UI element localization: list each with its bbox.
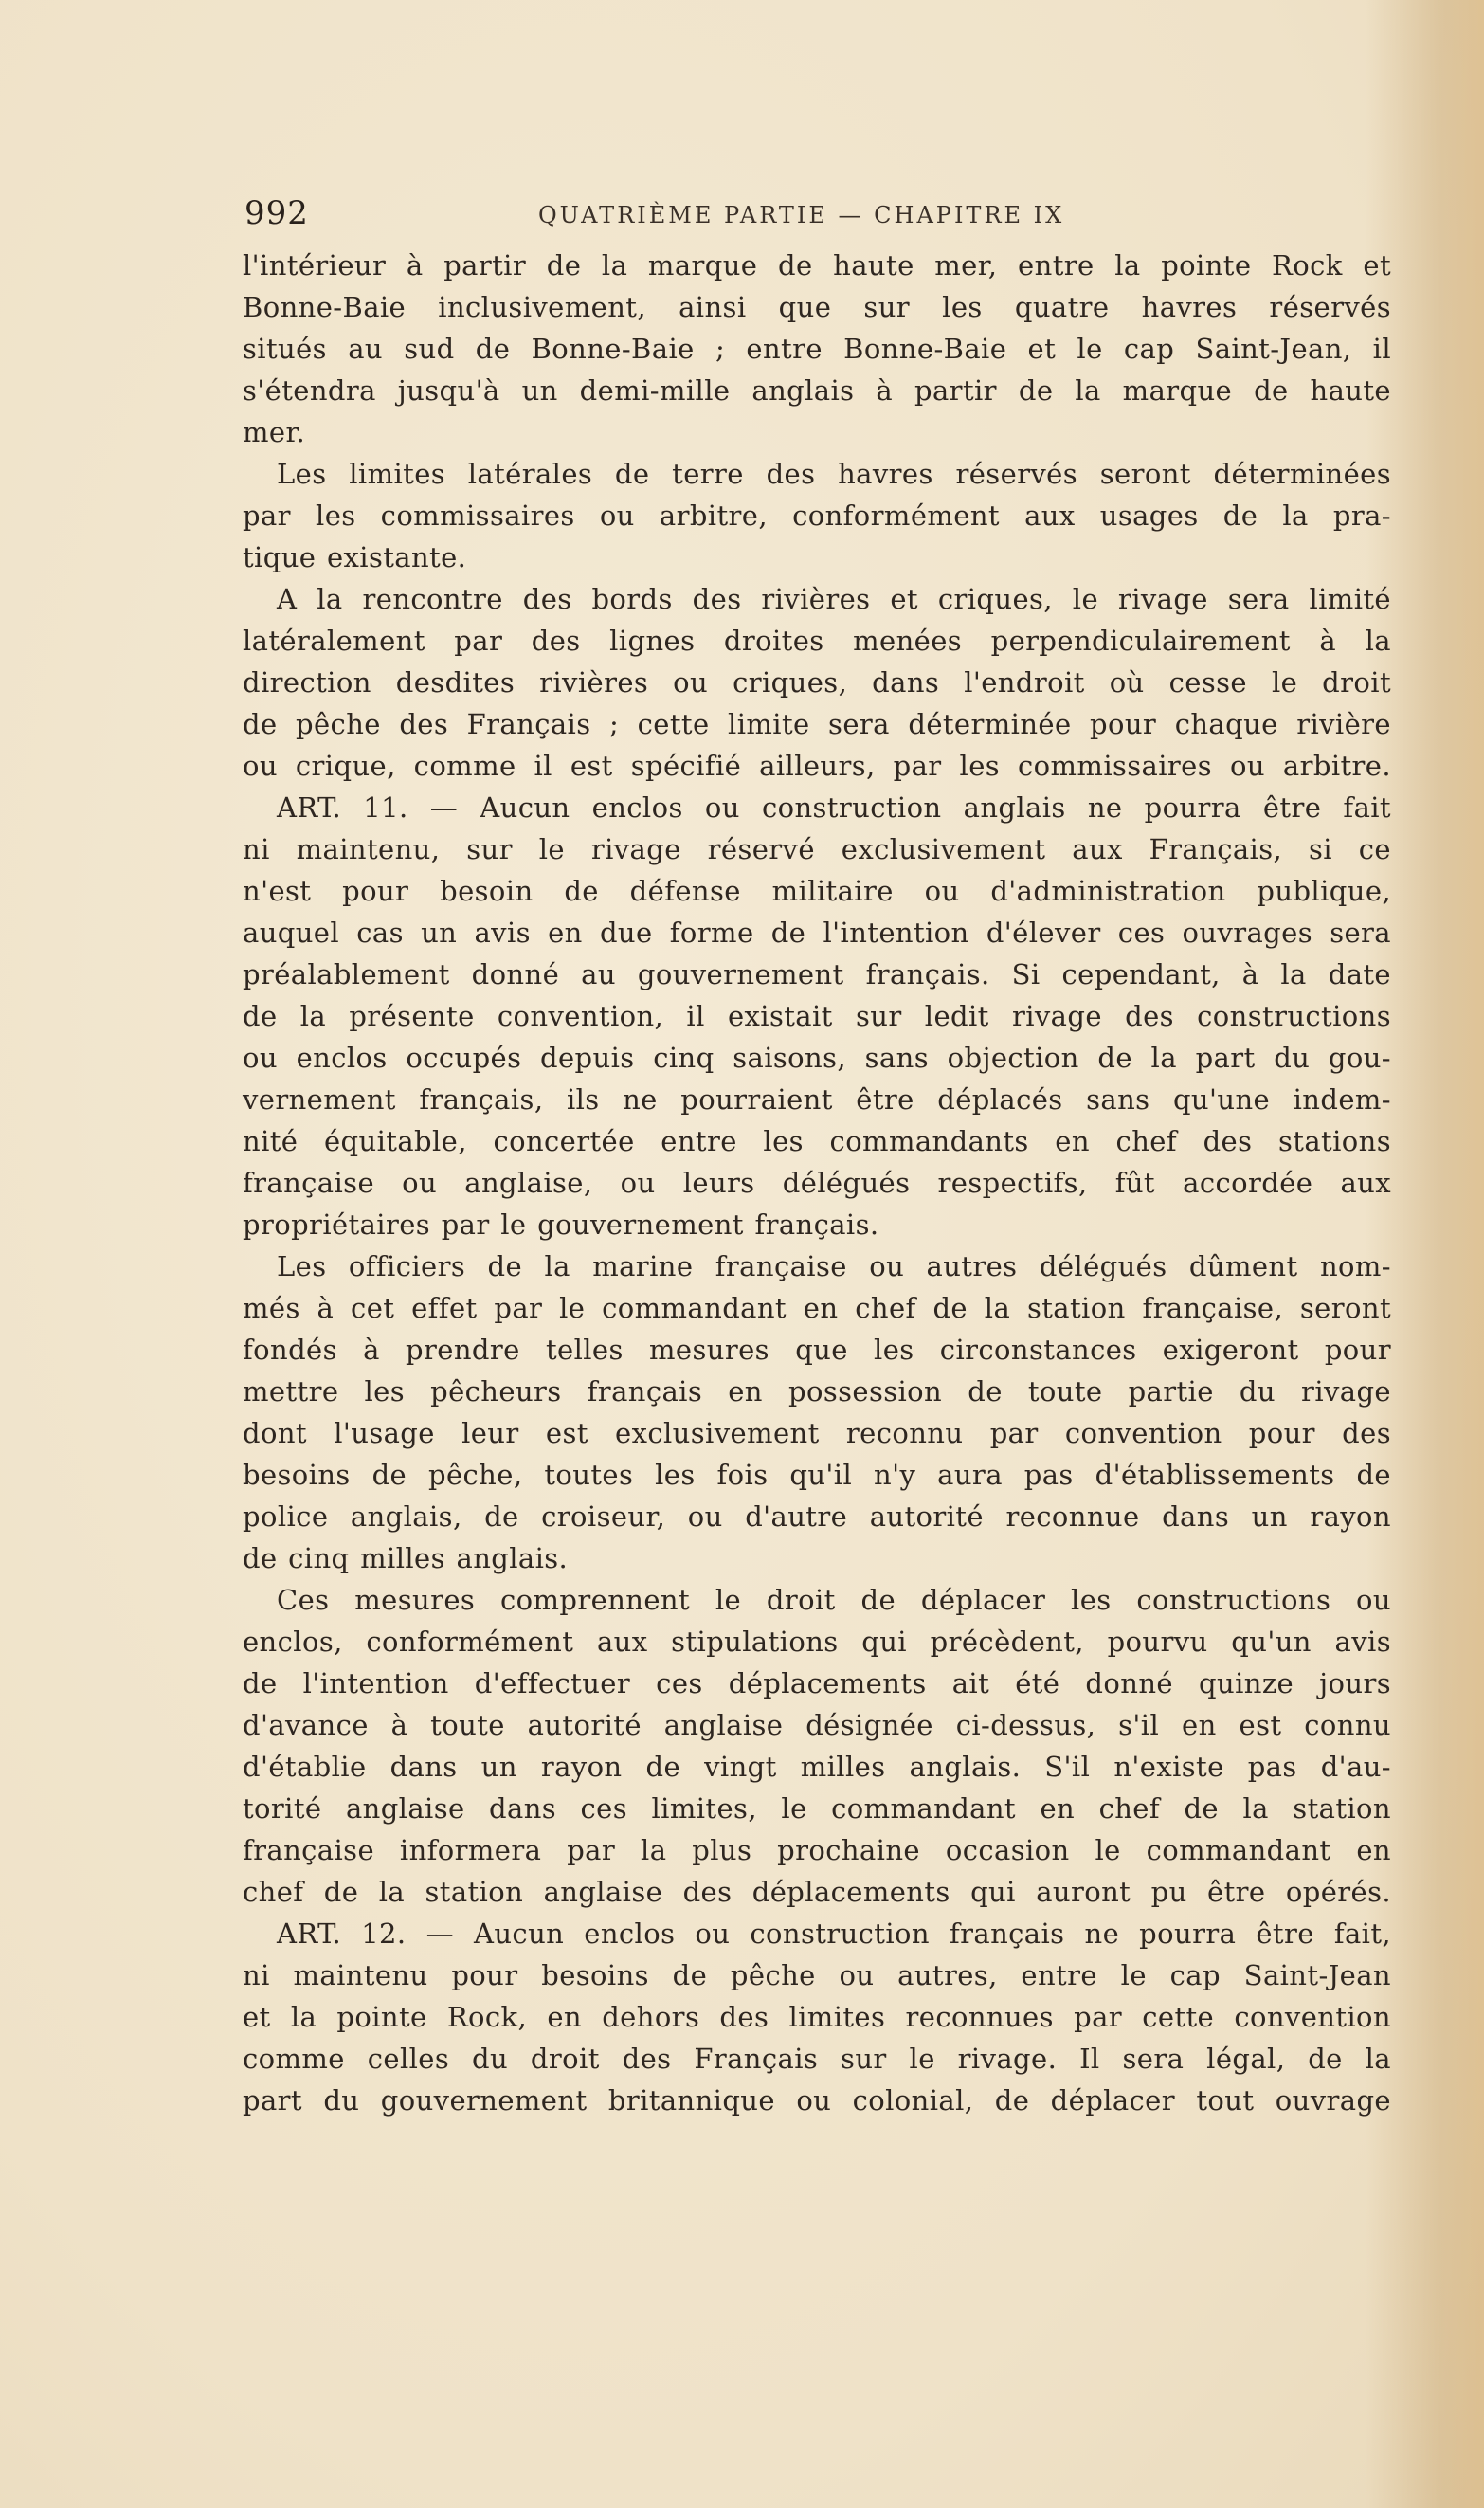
text-line: direction desdites rivières ou criques, dans l'endroit où cesse le droit xyxy=(243,666,1391,699)
text-line: chef de la station anglaise des déplacements qui auront pu être opérés. xyxy=(243,1876,1391,1908)
text-line: de la présente convention, il existait sur ledit rivage des constructions xyxy=(243,1000,1391,1032)
article-11-line: ART. 11. — Aucun enclos ou construction anglais ne pourra être fait xyxy=(277,791,1391,824)
text-line: besoins de pêche, toutes les fois qu'il n'y aura pas d'établissements de xyxy=(243,1459,1391,1491)
text-line: n'est pour besoin de défense militaire ou d'administration publique, xyxy=(243,875,1391,907)
text-line: enclos, conformément aux stipulations qui précèdent, pourvu qu'un avis xyxy=(243,1626,1391,1658)
text-line: vernement français, ils ne pourraient être déplacés sans qu'une indem- xyxy=(243,1083,1391,1116)
text-line: ni maintenu pour besoins de pêche ou autres, entre le cap Saint-Jean xyxy=(243,1959,1391,1991)
text-line: police anglais, de croiseur, ou d'autre autorité reconnue dans un rayon xyxy=(243,1500,1391,1533)
text-line: s'étendra jusqu'à un demi-mille anglais à partir de la marque de haute xyxy=(243,374,1391,407)
text-line: française informera par la plus prochaine occasion le commandant en xyxy=(243,1834,1391,1866)
text-line: par les commissaires ou arbitre, conformément aux usages de la pra- xyxy=(243,500,1391,532)
text-line: comme celles du droit des Français sur le rivage. Il sera légal, de la xyxy=(243,2043,1391,2075)
text-line: part du gouvernement britannique ou colonial, de déplacer tout ouvrage xyxy=(243,2084,1391,2117)
page-header xyxy=(244,194,1389,242)
text-line: de cinq milles anglais. xyxy=(243,1542,569,1574)
body-text xyxy=(243,245,1391,2121)
text-line: auquel cas un avis en due forme de l'intention d'élever ces ouvrages sera xyxy=(243,917,1391,949)
text-line: latéralement par des lignes droites menées perpendiculairement à la xyxy=(243,625,1391,657)
text-line: ou enclos occupés depuis cinq saisons, sans objection de la part du gou- xyxy=(243,1042,1391,1074)
text-line: torité anglaise dans ces limites, le commandant en chef de la station xyxy=(243,1792,1391,1825)
text-line: més à cet effet par le commandant en chef de la station française, seront xyxy=(243,1292,1391,1324)
text-line: tique existante. xyxy=(243,541,467,573)
text-line: mettre les pêcheurs français en possession de toute partie du rivage xyxy=(243,1375,1391,1408)
text-line: propriétaires par le gouvernement français. xyxy=(243,1209,879,1241)
text-line: fondés à prendre telles mesures que les circonstances exigeront pour xyxy=(243,1334,1391,1366)
text-line: A la rencontre des bords des rivières et criques, le rivage sera limité xyxy=(277,583,1391,615)
running-head: QUATRIÈME PARTIE — CHAPITRE IX xyxy=(538,202,1065,228)
text-line: d'avance à toute autorité anglaise désignée ci-dessus, s'il en est connu xyxy=(243,1709,1391,1741)
text-line: mer. xyxy=(243,416,306,448)
text-line: de l'intention d'effectuer ces déplacements ait été donné quinze jours xyxy=(243,1667,1391,1699)
text-line: ou crique, comme il est spécifié ailleurs, par les commissaires ou arbitre. xyxy=(243,750,1391,782)
text-line: Les limites latérales de terre des havres réservés seront déterminées xyxy=(277,458,1391,490)
text-line: Ces mesures comprennent le droit de déplacer les constructions ou xyxy=(277,1584,1391,1616)
text-line: situés au sud de Bonne-Baie ; entre Bonne-Baie et le cap Saint-Jean, il xyxy=(243,333,1391,365)
text-line: d'établie dans un rayon de vingt milles anglais. S'il n'existe pas d'au- xyxy=(243,1751,1391,1783)
text-line: ni maintenu, sur le rivage réservé exclusivement aux Français, si ce xyxy=(243,833,1391,865)
text-line: et la pointe Rock, en dehors des limites reconnues par cette convention xyxy=(243,2001,1391,2033)
text-line: Les officiers de la marine française ou autres délégués dûment nom- xyxy=(277,1250,1391,1282)
text-line: française ou anglaise, ou leurs délégués respectifs, fût accordée aux xyxy=(243,1167,1391,1199)
page-number: 992 xyxy=(244,194,309,232)
text-line: nité équitable, concertée entre les commandants en chef des stations xyxy=(243,1125,1391,1157)
text-line: préalablement donné au gouvernement français. Si cependant, à la date xyxy=(243,958,1391,990)
text-line: Bonne-Baie inclusivement, ainsi que sur les quatre havres réservés xyxy=(243,291,1391,323)
text-line: l'intérieur à partir de la marque de haute mer, entre la pointe Rock et xyxy=(243,249,1391,282)
text-line: de pêche des Français ; cette limite sera déterminée pour chaque rivière xyxy=(243,708,1391,740)
article-12-line: ART. 12. — Aucun enclos ou construction français ne pourra être fait, xyxy=(277,1917,1391,1950)
text-line: dont l'usage leur est exclusivement reconnu par convention pour des xyxy=(243,1417,1391,1449)
